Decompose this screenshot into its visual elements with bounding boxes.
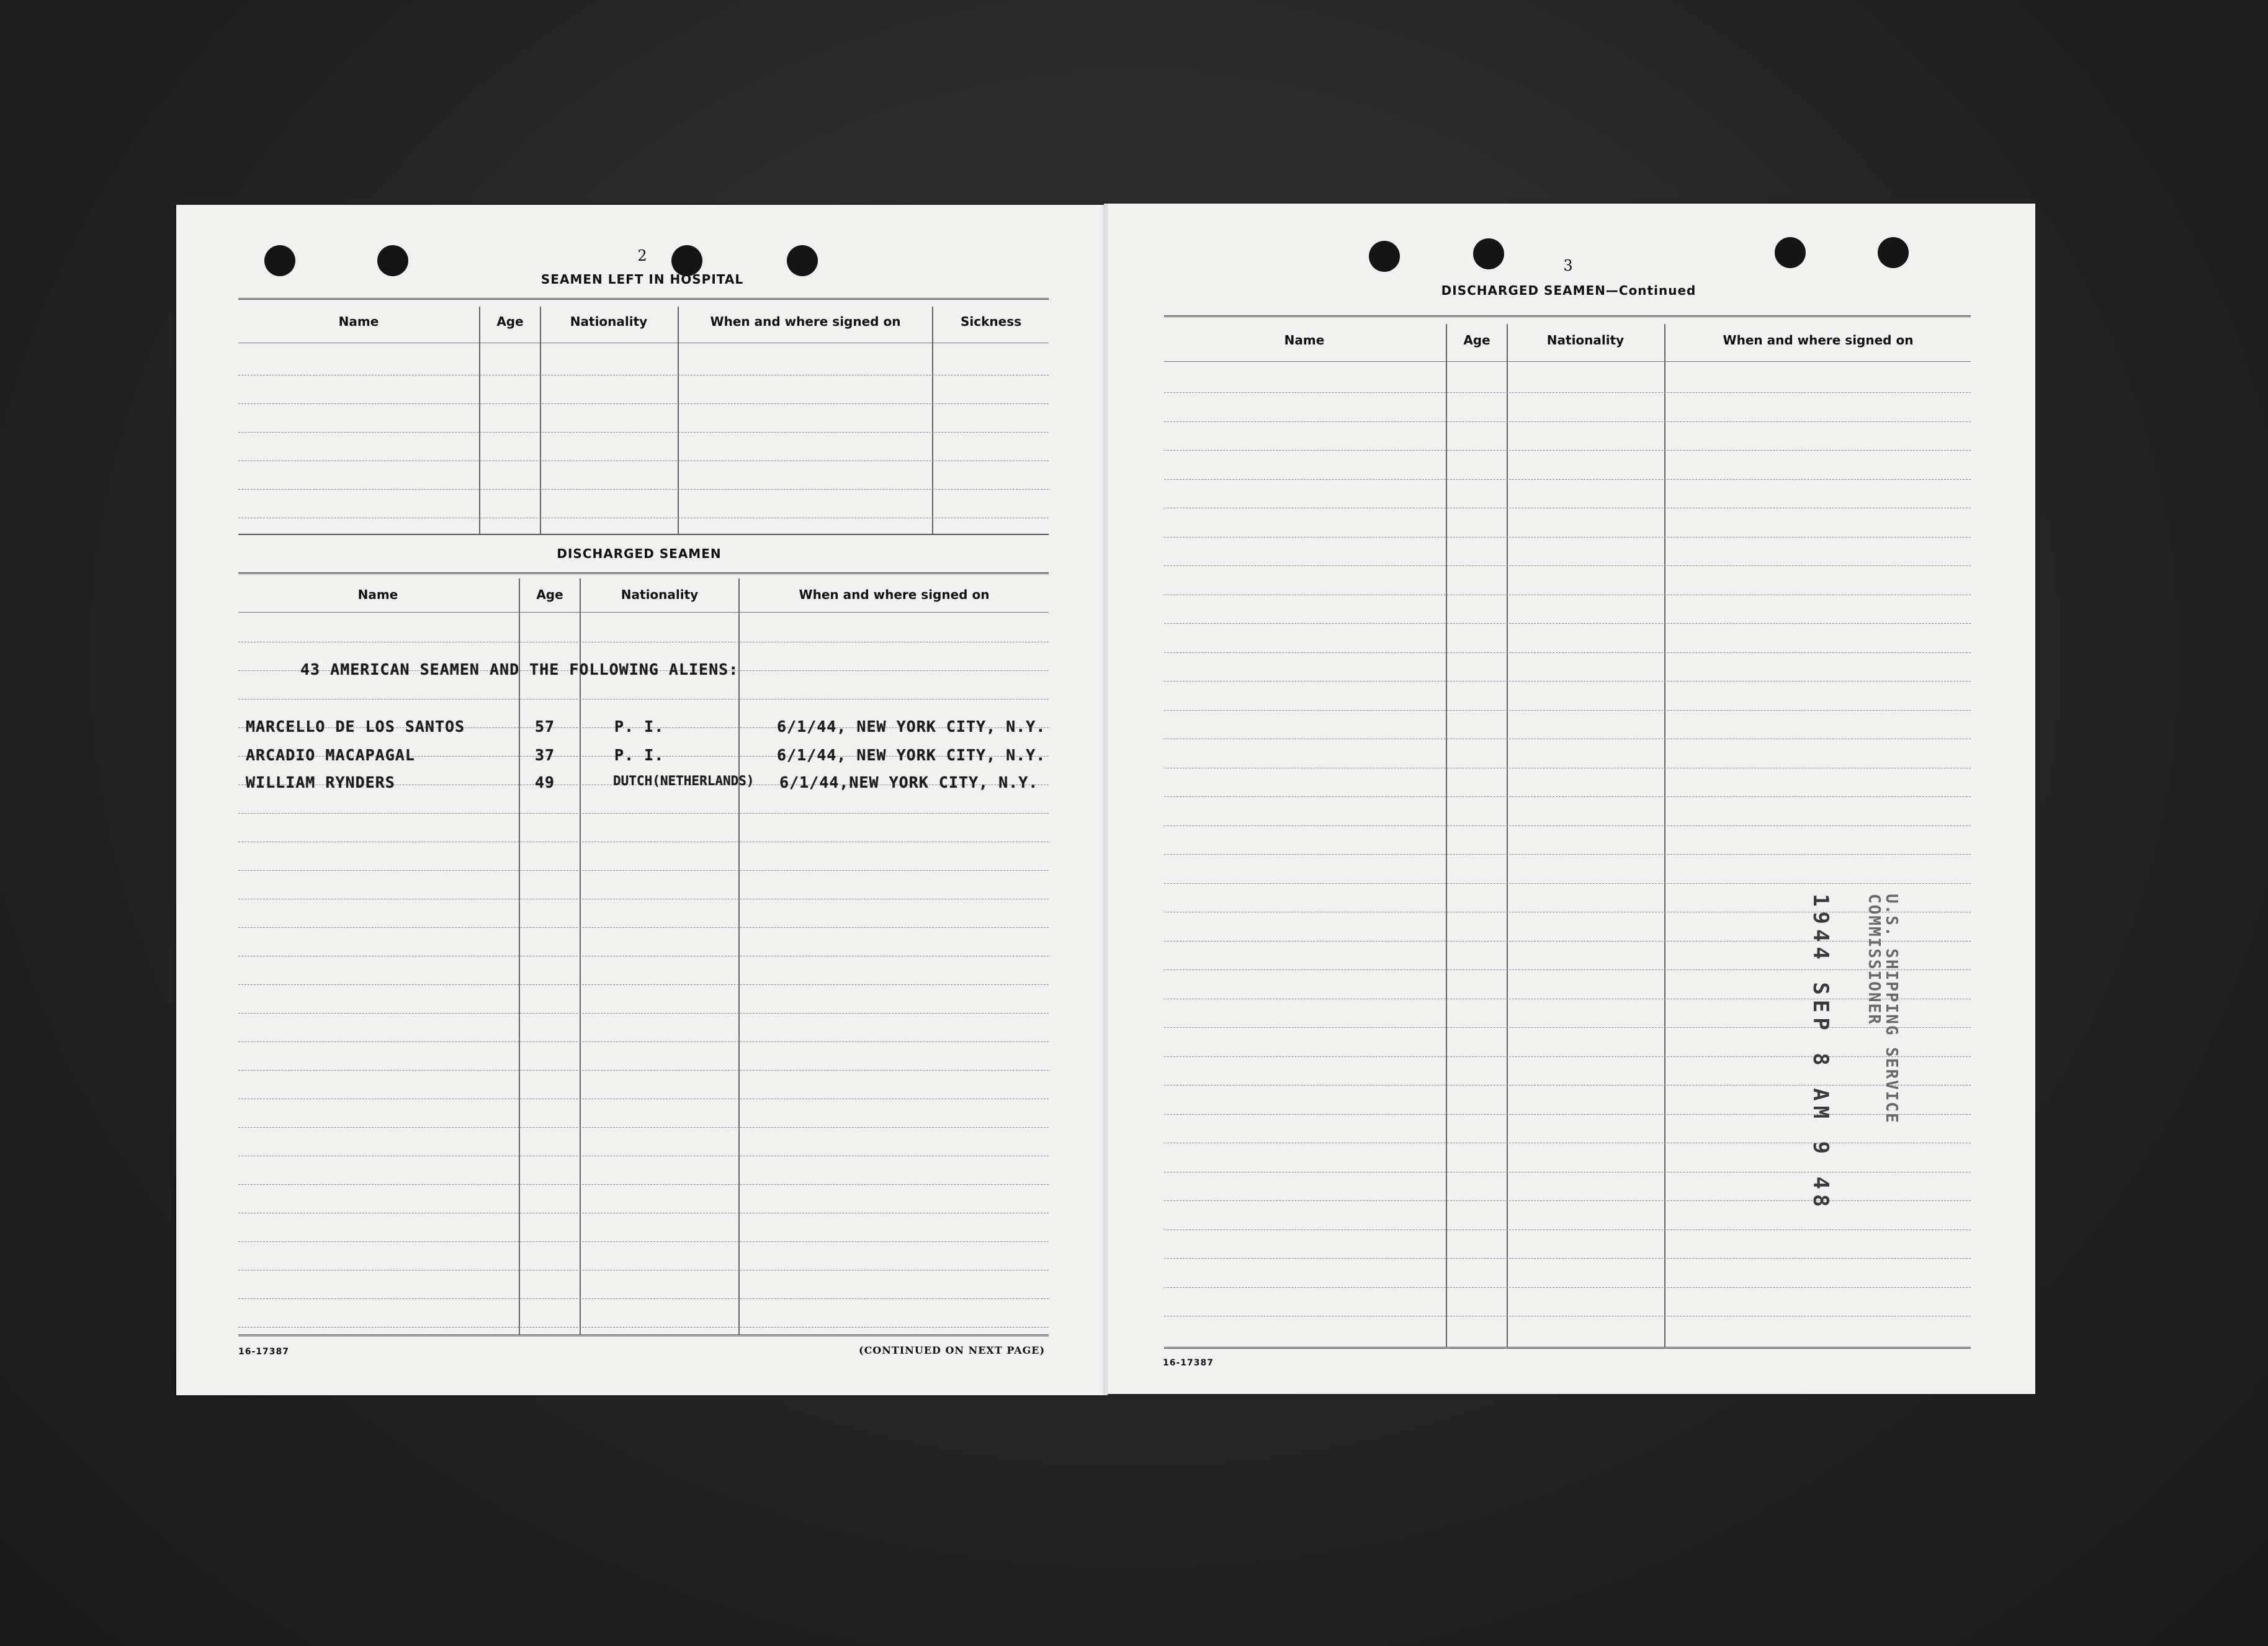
ruled-line bbox=[1164, 421, 1971, 422]
page-number-left: 2 bbox=[637, 247, 647, 264]
continued-section-title: DISCHARGED SEAMEN—Continued bbox=[1441, 283, 1697, 298]
ruled-line bbox=[238, 1241, 1049, 1242]
hospital-col-divider bbox=[678, 307, 679, 534]
ruled-line bbox=[1164, 1258, 1971, 1259]
form-number-left: 16-17387 bbox=[238, 1347, 289, 1357]
seaman-1-age: 57 bbox=[535, 717, 555, 735]
seaman-3-name: WILLIAM RYNDERS bbox=[246, 773, 395, 791]
seaman-2-nationality: P. I. bbox=[614, 746, 665, 764]
seaman-1-nationality: P. I. bbox=[614, 717, 665, 735]
right-page bbox=[1106, 204, 2035, 1394]
stamp-office-line-2: COMMISSIONER bbox=[1865, 894, 1883, 1025]
hospital-table-bottom-rule bbox=[238, 534, 1049, 535]
right-col-name: Name bbox=[1284, 333, 1325, 348]
punch-hole bbox=[1473, 238, 1504, 269]
ruled-line bbox=[1164, 479, 1971, 480]
discharged-col-divider bbox=[580, 578, 581, 1334]
ruled-line bbox=[238, 813, 1049, 814]
ruled-line bbox=[238, 870, 1049, 871]
seaman-1-signed-on: 6/1/44, NEW YORK CITY, N.Y. bbox=[777, 717, 1046, 735]
continued-note: (CONTINUED ON NEXT PAGE) bbox=[859, 1344, 1046, 1356]
ruled-line bbox=[1164, 710, 1971, 711]
ruled-line bbox=[238, 1184, 1049, 1185]
discharged-col-signed-on: When and where signed on bbox=[799, 587, 990, 602]
seaman-2-signed-on: 6/1/44, NEW YORK CITY, N.Y. bbox=[777, 746, 1046, 764]
left-page bbox=[176, 205, 1106, 1395]
ruled-line bbox=[238, 1070, 1049, 1071]
ruled-line bbox=[1164, 796, 1971, 797]
hospital-col-signed-on: When and where signed on bbox=[710, 314, 901, 329]
hospital-col-nationality: Nationality bbox=[570, 314, 648, 329]
ruled-line bbox=[238, 1327, 1049, 1328]
right-col-divider bbox=[1446, 324, 1447, 1347]
ruled-line bbox=[1164, 565, 1971, 566]
stamp-office-line-1: U.S. SHIPPING SERVICE bbox=[1882, 894, 1901, 1124]
ruled-line bbox=[238, 1041, 1049, 1042]
seaman-3-nationality: DUTCH(NETHERLANDS) bbox=[613, 773, 755, 788]
hospital-col-divider bbox=[479, 307, 480, 534]
discharged-table-header-rule bbox=[238, 612, 1049, 613]
right-table-bottom-rule bbox=[1164, 1347, 1971, 1349]
discharged-table-top-rule bbox=[238, 572, 1049, 574]
stamp-date: 1944 SEP 8 AM 9 48 bbox=[1808, 894, 1833, 1212]
discharged-col-name: Name bbox=[357, 587, 398, 602]
punch-hole bbox=[264, 245, 295, 276]
punch-hole bbox=[377, 245, 408, 276]
ruled-line bbox=[238, 432, 1049, 433]
seaman-2-age: 37 bbox=[535, 746, 555, 764]
ruled-line bbox=[238, 1013, 1049, 1014]
received-stamp bbox=[1808, 894, 1900, 1212]
ruled-line bbox=[1164, 1287, 1971, 1288]
hospital-col-sickness: Sickness bbox=[960, 314, 1022, 329]
right-col-divider bbox=[1664, 324, 1665, 1347]
punch-hole bbox=[1878, 237, 1909, 268]
right-col-divider bbox=[1507, 324, 1508, 1347]
punch-hole bbox=[1775, 237, 1806, 268]
discharged-col-nationality: Nationality bbox=[621, 587, 699, 602]
hospital-section-title: SEAMEN LEFT IN HOSPITAL bbox=[540, 272, 744, 287]
page-number-right: 3 bbox=[1563, 257, 1573, 274]
discharged-col-divider bbox=[519, 578, 520, 1334]
page-fold bbox=[1104, 204, 1108, 1395]
ruled-line bbox=[238, 984, 1049, 985]
ruled-line bbox=[238, 1127, 1049, 1128]
ruled-line bbox=[1164, 854, 1971, 855]
ruled-line bbox=[238, 927, 1049, 928]
ruled-line bbox=[1164, 825, 1971, 826]
seaman-1-name: MARCELLO DE LOS SANTOS bbox=[246, 717, 465, 735]
ruled-line bbox=[1164, 450, 1971, 451]
ruled-line bbox=[1164, 392, 1971, 393]
form-number-right: 16-17387 bbox=[1163, 1358, 1214, 1368]
ruled-line bbox=[1164, 652, 1971, 653]
ruled-line bbox=[1164, 623, 1971, 624]
ruled-line bbox=[1164, 883, 1971, 884]
right-table-header-rule bbox=[1164, 361, 1971, 362]
discharged-col-age: Age bbox=[536, 587, 563, 602]
ruled-line bbox=[238, 1298, 1049, 1299]
discharged-col-divider bbox=[738, 578, 740, 1334]
seaman-3-signed-on: 6/1/44,NEW YORK CITY, N.Y. bbox=[779, 773, 1039, 791]
seaman-2-name: ARCADIO MACAPAGAL bbox=[246, 746, 415, 764]
ruled-line bbox=[238, 403, 1049, 404]
ruled-line bbox=[238, 375, 1049, 376]
ruled-line bbox=[238, 489, 1049, 490]
hospital-table-top-rule bbox=[238, 298, 1049, 300]
right-table-top-rule bbox=[1164, 315, 1971, 317]
hospital-col-divider bbox=[540, 307, 541, 534]
seaman-3-age: 49 bbox=[535, 773, 555, 791]
hospital-col-age: Age bbox=[496, 314, 524, 329]
discharged-section-title: DISCHARGED SEAMEN bbox=[557, 546, 722, 561]
punch-hole bbox=[787, 245, 818, 276]
punch-hole bbox=[1369, 241, 1400, 272]
right-col-signed-on: When and where signed on bbox=[1723, 333, 1914, 348]
discharged-table-bottom-rule bbox=[238, 1334, 1049, 1336]
discharged-intro-line: 43 AMERICAN SEAMEN AND THE FOLLOWING ALIENS: bbox=[300, 660, 739, 678]
hospital-col-divider bbox=[932, 307, 933, 534]
right-col-nationality: Nationality bbox=[1546, 333, 1625, 348]
hospital-col-name: Name bbox=[338, 314, 379, 329]
right-col-age: Age bbox=[1463, 333, 1490, 348]
